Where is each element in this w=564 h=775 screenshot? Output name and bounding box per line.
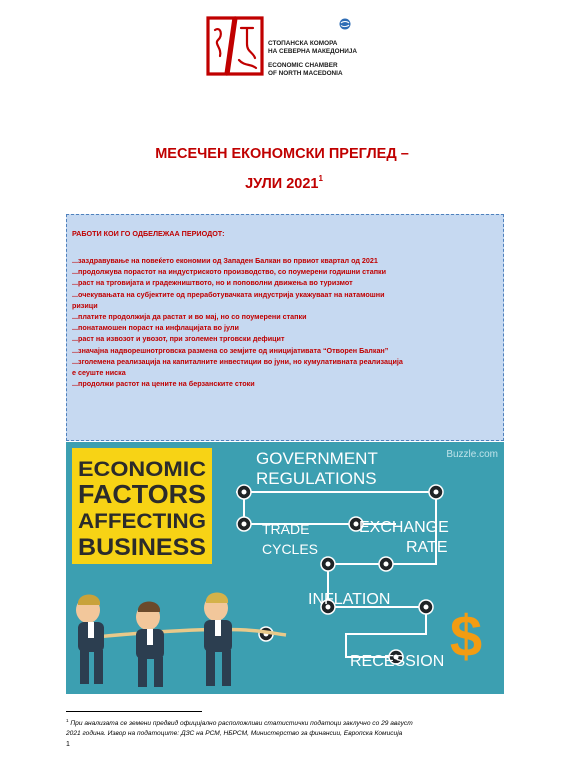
footnote-divider (66, 711, 202, 712)
list-item: ...заздравување на повеќето економии од Западен Балкан во првиот квартал од 2021 (72, 256, 378, 265)
businessman-icon (204, 593, 232, 687)
factor-trade-line1: TRADE (262, 521, 310, 537)
factor-government-line1: GOVERNMENT (256, 449, 378, 468)
gear-icon (321, 557, 335, 571)
gear-icon (379, 557, 393, 571)
footnote-line2: 2021 година. Извор на податоците: ДЗС на РСМ, НБРСМ, Министерство за финансии, Европска Комисија (66, 729, 403, 737)
org-name-mk (268, 40, 357, 56)
illustration-canvas (66, 442, 504, 694)
highlights-box (66, 214, 504, 441)
factor-recession: RECESSION (350, 653, 445, 670)
list-item: ...раст на трговијата и градежништвото, но и поповолни движења во туризмот (72, 278, 353, 288)
list-item: ...понатамошен пораст на инфлацијата во јули (72, 323, 239, 333)
document-title-line1: МЕСЕЧЕН ЕКОНОМСКИ ПРЕГЛЕД – (155, 146, 409, 162)
footnote-mark: 1 (66, 718, 69, 723)
document-title-month: ЈУЛИ 2021 (245, 176, 319, 192)
globe-icon (339, 18, 351, 30)
header (206, 14, 376, 84)
footnote-line1-text: При анализата се земени предвид официјално расположливи статистички податоци заклучно со 29 август (68, 720, 413, 728)
headline-line1: ECONOMIC (78, 458, 206, 481)
list-item: ...значајна надворешнотрговска размена со земјите од иницијативата “Отворен Балкан” (72, 345, 389, 355)
headline-line4: BUSINESS (78, 534, 206, 561)
footnote-line1 (66, 716, 506, 729)
economic-factors-illustration (66, 442, 504, 694)
highlights-list (72, 255, 500, 389)
highlights-heading: РАБОТИ КОИ ГО ОДБЕЛЕЖАА ПЕРИОДОТ: (72, 229, 225, 238)
businessman-icon (136, 602, 164, 688)
chamber-logo-icon (206, 14, 264, 78)
factor-trade-line2: CYCLES (262, 541, 319, 557)
list-item: ...продолжи растот на цените на берзанските стоки (72, 379, 255, 389)
org-name-en-line1: ECONOMIC CHAMBER (268, 62, 338, 69)
gear-icon (237, 517, 251, 531)
headline-line2: FACTORS (78, 479, 206, 509)
list-item: ...очекувањата на субјектите од преработувачката индустрија укажуваат на натамошни (72, 289, 385, 299)
businessman-icon (76, 595, 104, 685)
list-item: ...продолжува порастот на индустриското производство, со поумерени годишни стапки (72, 267, 387, 277)
footnote (66, 716, 506, 738)
currency-symbol: $ (449, 604, 483, 669)
list-item: ...зголемена реализација на капиталните инвестиции во јуни, но кумулативната реализација (72, 356, 403, 366)
gear-icon (237, 485, 251, 499)
rope-icon (86, 629, 286, 638)
title-footnote-mark: 1 (318, 174, 323, 183)
factor-exchange-line2: RATE (406, 539, 448, 556)
list-item: ризици (72, 300, 98, 310)
org-name-en-line2: OF NORTH MACEDONIA (268, 70, 343, 77)
headline-line3: AFFECTING (78, 510, 206, 533)
list-item: ...платите продолжија да растат и во мај, но со поумерени стапки (72, 312, 307, 322)
list-item: е сеуште ниска (72, 368, 126, 378)
org-name-en (268, 62, 343, 78)
dollar-icon (450, 604, 482, 669)
factor-exchange-line1: EXCHANGE (359, 519, 449, 536)
watermark-text: Buzzle.com (446, 449, 498, 460)
factor-inflation: INFLATION (308, 591, 391, 608)
document-title-line2 (2, 176, 564, 192)
org-name-mk-line2: НА СЕВЕРНА МАКЕДОНИЈА (268, 48, 358, 55)
list-item: ...раст на извозот и увозот, при зголемен трговски дефицит (72, 334, 285, 344)
org-name-mk-line1: СТОПАНСКА КОМОРА (268, 40, 338, 47)
page-number: 1 (66, 741, 70, 748)
gear-icon (429, 485, 443, 499)
factor-government-line2: REGULATIONS (256, 469, 377, 488)
gear-icon (419, 600, 433, 614)
